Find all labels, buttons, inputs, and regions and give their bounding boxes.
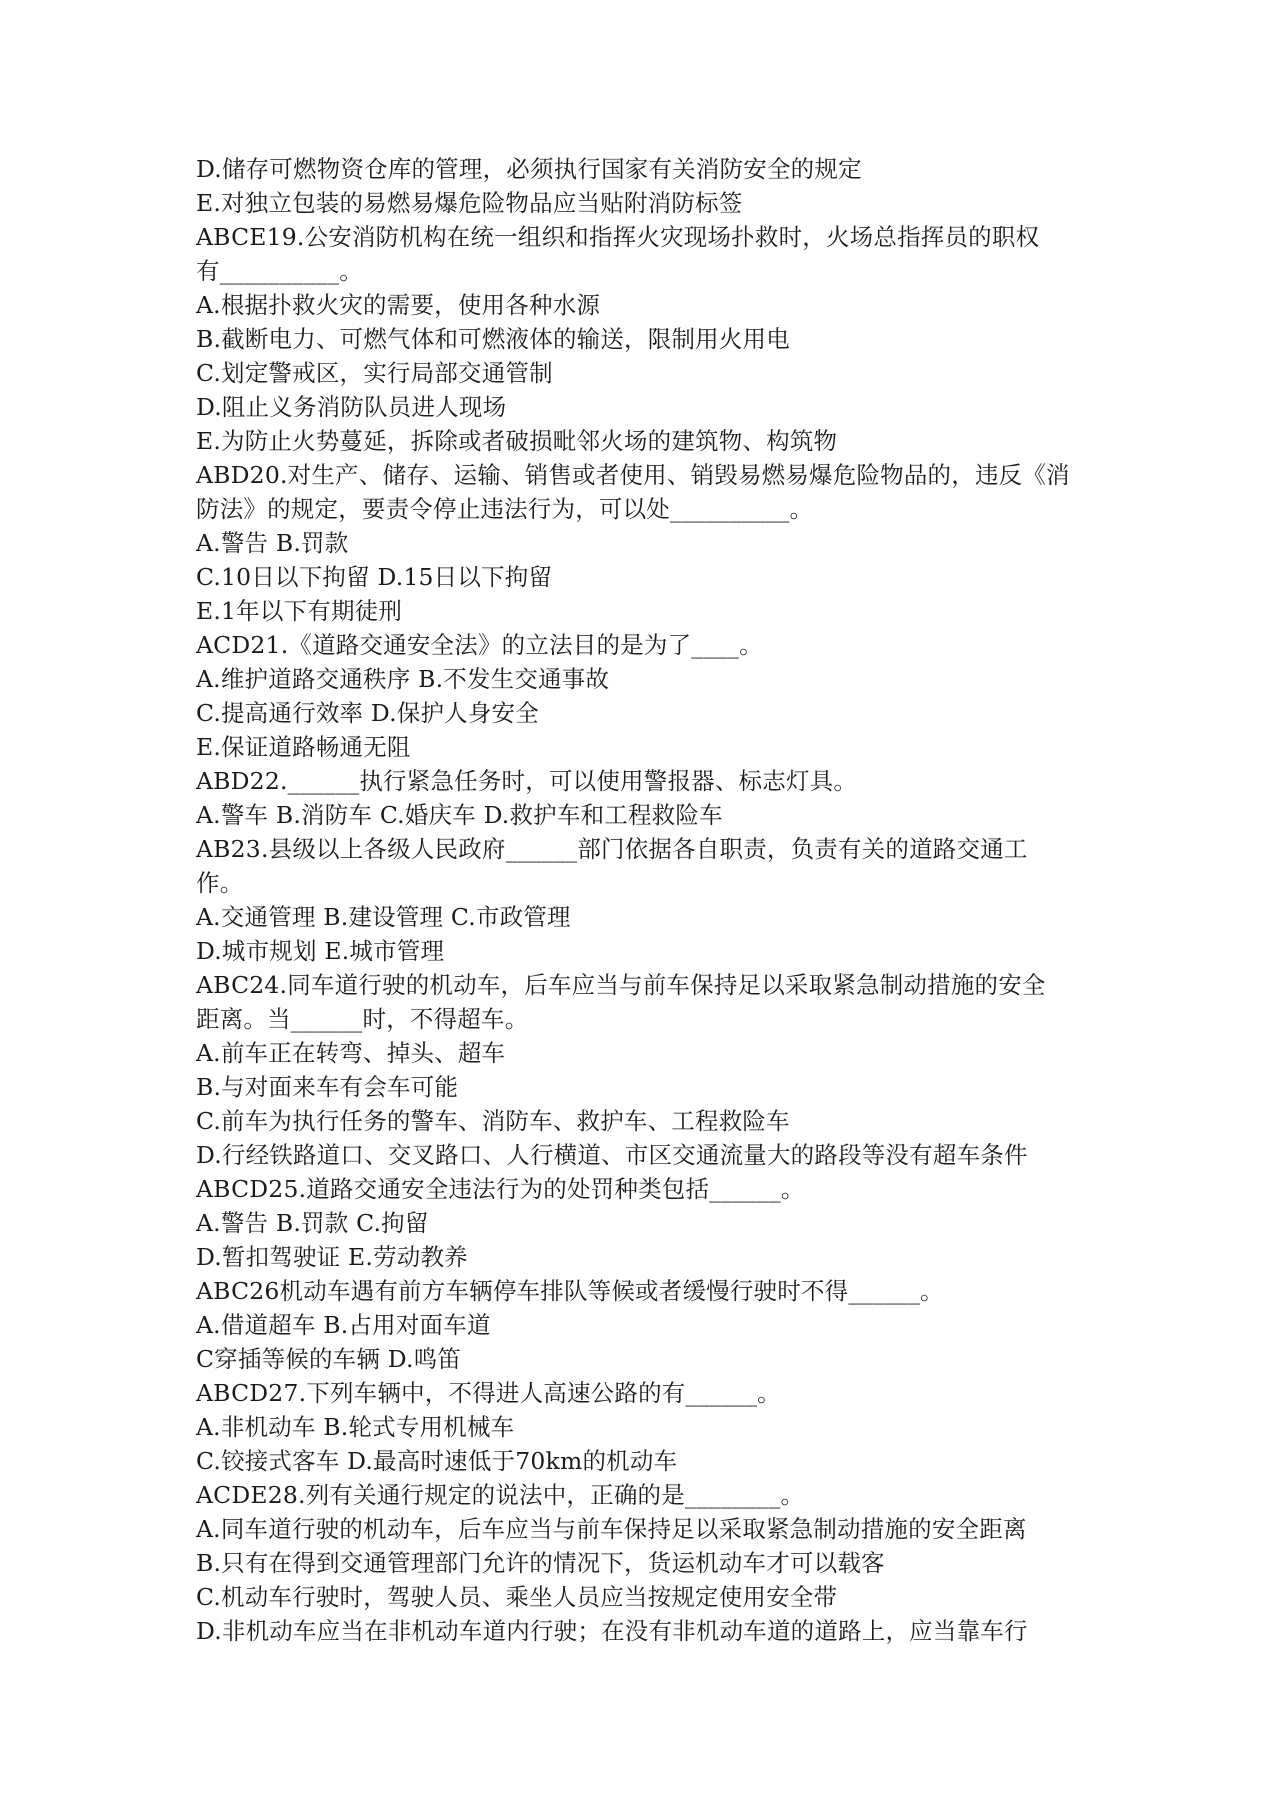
option-line: C.10日以下拘留 D.15日以下拘留 [196, 563, 553, 591]
option-line: C穿插等候的车辆 D.鸣笛 [196, 1345, 462, 1373]
question-line: ABD20.对生产、储存、运输、销售或者使用、销毁易燃易爆危险物品的，违反《消 [196, 461, 1070, 489]
question-line: ABC26机动车遇有前方车辆停车排队等候或者缓慢行驶时不得______。 [196, 1277, 944, 1305]
option-line: C.提高通行效率 D.保护人身安全 [196, 699, 539, 727]
question-line: ABCD25.道路交通安全违法行为的处罚种类包括______。 [196, 1175, 805, 1203]
option-line: A.警车 B.消防车 C.婚庆车 D.救护车和工程救险车 [196, 801, 723, 829]
question-line: ABCD27.下列车辆中，不得进人高速公路的有______。 [196, 1379, 781, 1407]
option-line: A.维护道路交通秩序 B.不发生交通事故 [196, 665, 610, 693]
option-line: A.借道超车 B.占用对面车道 [196, 1311, 491, 1339]
option-line: B.与对面来车有会车可能 [196, 1073, 459, 1101]
question-line: ACDE28.列有关通行规定的说法中，正确的是________。 [196, 1481, 805, 1509]
text-line: 距离。当______时，不得超车。 [196, 1005, 529, 1033]
text-line: 防法》的规定，要责令停止违法行为，可以处__________。 [196, 495, 814, 523]
text-line: 有__________。 [196, 257, 363, 285]
option-line: D.暂扣驾驶证 E.劳动教养 [196, 1243, 468, 1271]
option-line: E.保证道路畅通无阻 [196, 733, 411, 761]
option-line: D.阻止义务消防队员进人现场 [196, 393, 507, 421]
text-line: D.储存可燃物资仓库的管理，必须执行国家有关消防安全的规定 [196, 155, 862, 183]
question-line: ABCE19.公安消防机构在统一组织和指挥火灾现场扑救时，火场总指挥员的职权 [196, 223, 1040, 251]
option-line: A.前车正在转弯、掉头、超车 [196, 1039, 506, 1067]
option-line: C.机动车行驶时，驾驶人员、乘坐人员应当按规定使用安全带 [196, 1583, 838, 1611]
question-line: AB23.县级以上各级人民政府______部门依据各自职责，负责有关的道路交通工 [196, 835, 1028, 863]
option-line: C.前车为执行任务的警车、消防车、救护车、工程救险车 [196, 1107, 790, 1135]
option-line: A.警告 B.罚款 C.拘留 [196, 1209, 429, 1237]
text-line: E.对独立包装的易燃易爆危险物品应当贴附消防标签 [196, 189, 743, 217]
question-line: ABC24.同车道行驶的机动车，后车应当与前车保持足以采取紧急制动措施的安全 [196, 971, 1046, 999]
option-line: B.截断电力、可燃气体和可燃液体的输送，限制用火用电 [196, 325, 790, 353]
text-line: 作。 [196, 869, 244, 897]
option-line: E.为防止火势蔓延，拆除或者破损毗邻火场的建筑物、构筑物 [196, 427, 838, 455]
option-line: A.非机动车 B.轮式专用机械车 [196, 1413, 515, 1441]
option-line: A.根据扑救火灾的需要，使用各种水源 [196, 291, 601, 319]
document-body [196, 152, 1096, 1648]
question-line: ABD22.______执行紧急任务时，可以使用警报器、标志灯具。 [196, 767, 858, 795]
option-line: D.非机动车应当在非机动车道内行驶；在没有非机动车道的道路上，应当靠车行 [196, 1617, 1028, 1645]
option-line: D.行经铁路道口、交叉路口、人行横道、市区交通流量大的路段等没有超车条件 [196, 1141, 1028, 1169]
option-line: A.交通管理 B.建设管理 C.市政管理 [196, 903, 571, 931]
option-line: E.1年以下有期徒刑 [196, 597, 403, 625]
option-line: D.城市规划 E.城市管理 [196, 937, 445, 965]
option-line: B.只有在得到交通管理部门允许的情况下，货运机动车才可以载客 [196, 1549, 885, 1577]
option-line: A.同车道行驶的机动车，后车应当与前车保持足以采取紧急制动措施的安全距离 [196, 1515, 1027, 1543]
option-line: A.警告 B.罚款 [196, 529, 349, 557]
option-line: C.铰接式客车 D.最高时速低于70km的机动车 [196, 1447, 678, 1475]
option-line: C.划定警戒区，实行局部交通管制 [196, 359, 553, 387]
question-line: ACD21.《道路交通安全法》的立法目的是为了____。 [196, 631, 763, 659]
